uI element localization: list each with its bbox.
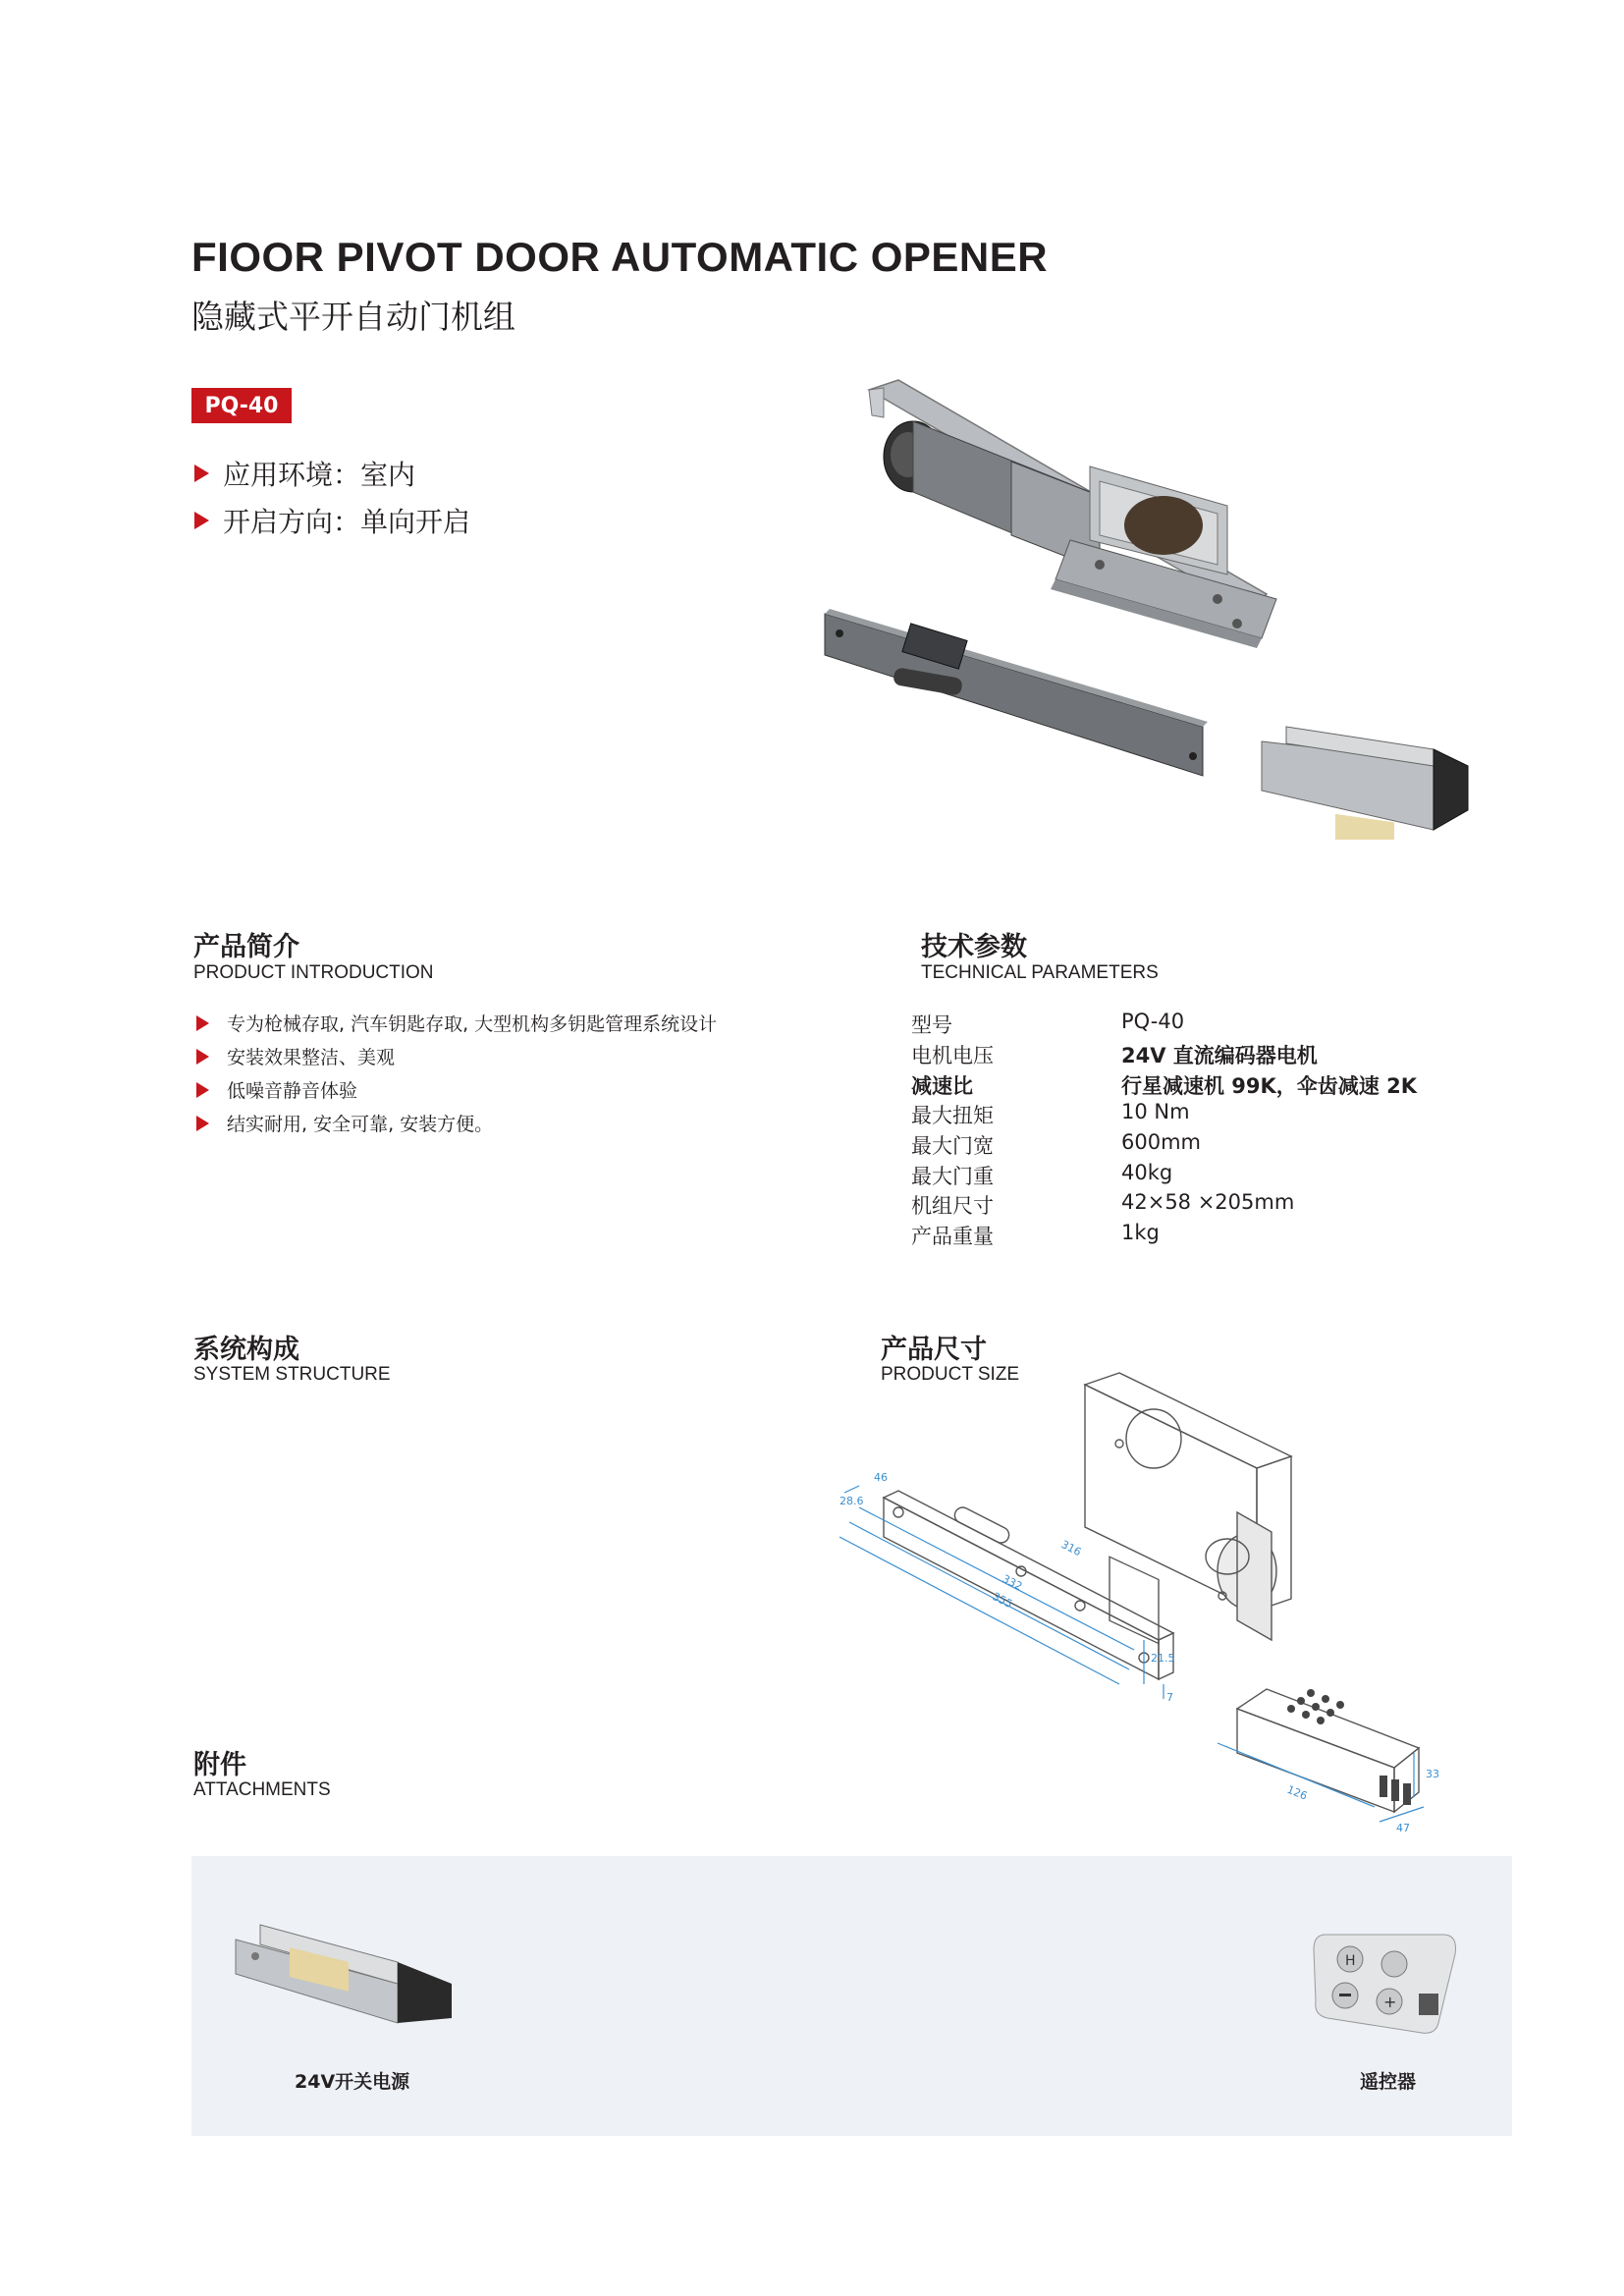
- section-title-params: 技术参数: [921, 932, 1027, 962]
- page-title: FIOOR PIVOT DOOR AUTOMATIC OPENER: [191, 234, 1049, 280]
- section-title-structure: 系统构成: [193, 1335, 299, 1365]
- param-value: 行星减速机 99K，伞齿减速 2K: [1121, 1074, 1418, 1098]
- param-value: 600mm: [1121, 1130, 1201, 1154]
- red-triangle-icon: [196, 1049, 209, 1065]
- intro-item: 专为枪械存取, 汽车钥匙存取, 大型机构多钥匙管理系统设计: [196, 1010, 717, 1036]
- dim-label: 21.5: [1151, 1652, 1175, 1665]
- dim-label: 316: [1058, 1538, 1084, 1559]
- intro-item: 安装效果整洁、美观: [196, 1043, 395, 1069]
- dim-label: 7: [1166, 1691, 1173, 1704]
- param-label: 最大扭矩: [911, 1104, 994, 1127]
- remote-control-image: [1306, 1925, 1463, 2038]
- product-hero-image: [805, 378, 1512, 840]
- section-subtitle-intro: PRODUCT INTRODUCTION: [193, 962, 434, 983]
- param-label: 产品重量: [911, 1225, 994, 1248]
- product-size-drawing: [825, 1345, 1473, 1846]
- dim-label: 46: [874, 1471, 888, 1484]
- param-value: 42×58 ×205mm: [1121, 1190, 1295, 1214]
- dim-label: 355: [990, 1590, 1015, 1612]
- param-label: 机组尺寸: [911, 1194, 994, 1218]
- feature-label: 开启方向：单向开启: [223, 506, 471, 538]
- power-supply-image: [231, 1915, 466, 2033]
- section-subtitle-params: TECHNICAL PARAMETERS: [921, 962, 1159, 983]
- param-label: 型号: [911, 1013, 952, 1037]
- section-title-intro: 产品简介: [193, 932, 299, 962]
- param-value: 24V 直流编码器电机: [1121, 1044, 1318, 1067]
- param-label: 最大门重: [911, 1165, 994, 1188]
- param-value: 10 Nm: [1121, 1100, 1190, 1123]
- page-subtitle: 隐藏式平开自动门机组: [191, 298, 515, 336]
- model-badge: PQ-40: [191, 388, 292, 423]
- param-label: 减速比: [911, 1074, 973, 1098]
- intro-item: 结实耐用, 安全可靠, 安装方便。: [196, 1110, 493, 1136]
- red-triangle-icon: [196, 1015, 209, 1031]
- dim-label: 47: [1396, 1822, 1410, 1834]
- param-value: PQ-40: [1121, 1010, 1185, 1033]
- attachments-panel: [191, 1856, 1512, 2136]
- svg-text:H: H: [1345, 1953, 1356, 1969]
- section-subtitle-size: PRODUCT SIZE: [881, 1364, 1020, 1385]
- dim-label: 332: [1000, 1572, 1025, 1594]
- param-value: 40kg: [1121, 1161, 1173, 1184]
- red-triangle-icon: [196, 1116, 209, 1131]
- section-subtitle-structure: SYSTEM STRUCTURE: [193, 1364, 391, 1385]
- param-label: 电机电压: [911, 1044, 994, 1067]
- dim-label: 33: [1426, 1768, 1439, 1780]
- red-triangle-icon: [194, 512, 209, 529]
- feature-item: [194, 454, 415, 493]
- param-label: 最大门宽: [911, 1134, 994, 1158]
- red-triangle-icon: [196, 1082, 209, 1098]
- feature-item: [194, 501, 470, 540]
- svg-text:+: +: [1383, 1993, 1397, 2011]
- dim-label: 126: [1284, 1782, 1310, 1803]
- feature-label: 应用环境：室内: [223, 459, 416, 491]
- section-title-attachments: 附件: [193, 1750, 246, 1780]
- attachment-label: 24V开关电源: [295, 2071, 410, 2093]
- section-subtitle-attachments: ATTACHMENTS: [193, 1779, 331, 1800]
- section-title-size: 产品尺寸: [881, 1335, 987, 1365]
- param-value: 1kg: [1121, 1221, 1160, 1244]
- dim-label: 28.6: [839, 1495, 864, 1507]
- red-triangle-icon: [194, 465, 209, 482]
- attachment-label: 遥控器: [1360, 2071, 1417, 2093]
- intro-item: 低噪音静音体验: [196, 1076, 357, 1103]
